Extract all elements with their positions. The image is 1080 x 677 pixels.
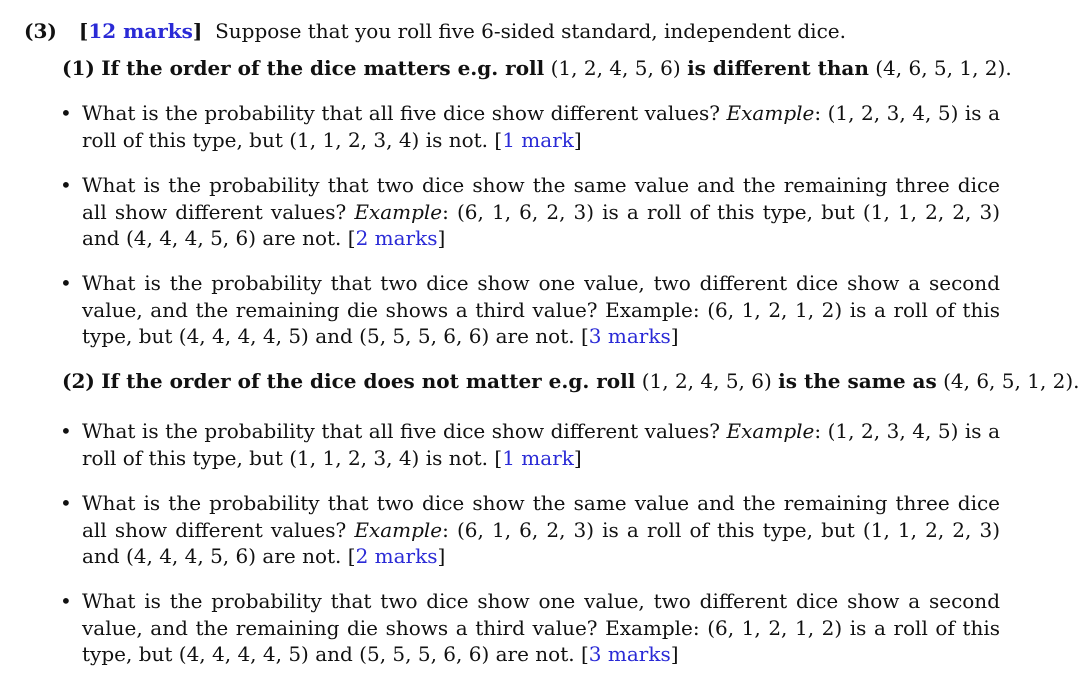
- item-text-a: What is the probability that two dice show the same value and the remaining three dice all show different values?: [82, 173, 1000, 224]
- item-mark: [2 marks]: [347, 226, 446, 250]
- item-mark: [1 mark]: [494, 445, 582, 470]
- item-mark-text: 2 marks: [355, 226, 438, 250]
- list-item: [60, 418, 1000, 471]
- section-label: (1): [62, 56, 95, 80]
- section-heading-2: [62, 368, 1080, 394]
- section-label: (2): [62, 369, 95, 393]
- item-text-a: What is the probability that two dice show the same value and the remaining three dice all show different values?: [82, 491, 1000, 542]
- section-roll-b: (4, 6, 5, 1, 2).: [943, 369, 1080, 393]
- section-roll-a: (1, 2, 4, 5, 6): [641, 369, 772, 393]
- item-text-b: : (1, 2, 3, 4, 5) is a roll of this type, but (1, 1, 2, 3, 4) is not.: [82, 419, 1001, 470]
- list-item: [60, 588, 1000, 668]
- section-heading-1: [62, 55, 1012, 81]
- section-heading-text-b: is different than: [687, 56, 869, 80]
- item-mark-text: 3 marks: [588, 642, 671, 666]
- section-heading-text-a: If the order of the dice does not matter e.g. roll: [101, 369, 636, 393]
- bullet-dot-icon: •: [60, 491, 72, 515]
- item-text-a: What is the probability that all five dice show different values?: [82, 101, 721, 125]
- item-example-label: Example: [726, 419, 815, 443]
- bullet-dot-icon: •: [60, 589, 72, 613]
- item-text-b: : (1, 2, 3, 4, 5) is a roll of this type, but (1, 1, 2, 3, 4) is not.: [82, 101, 1001, 152]
- item-mark: [2 marks]: [347, 544, 446, 568]
- section-roll-a: (1, 2, 4, 5, 6): [550, 56, 681, 80]
- question-marks: 12 marks: [88, 19, 193, 43]
- list-item: [60, 172, 1000, 252]
- question-marks-open: [: [78, 19, 89, 43]
- item-text-a: What is the probability that two dice show one value, two different dice show a second value, and the remaining die shows a third value? Example: (6, 1, 2, 1, 2) is a roll of this type, but (4, 4, 4, 4, 5) and (5, 5, 5, 6, 6) are not.: [82, 271, 1000, 348]
- item-text-a: What is the probability that two dice show one value, two different dice show a second value, and the remaining die shows a third value? Example: (6, 1, 2, 1, 2) is a roll of this type, but (4, 4, 4, 4, 5) and (5, 5, 5, 6, 6) are not.: [82, 589, 1000, 666]
- question-marks-close: ]: [192, 19, 203, 43]
- bullet-dot-icon: •: [60, 419, 72, 443]
- item-example-label: Example: [354, 517, 443, 542]
- item-example-label: Example: [354, 199, 443, 224]
- item-text-b: : (6, 1, 6, 2, 3) is a roll of this type, but (1, 1, 2, 2, 3) and (4, 4, 4, 5, 6) are not.: [82, 517, 1000, 568]
- section-heading-text-a: If the order of the dice matters e.g. roll: [101, 56, 545, 80]
- item-mark-text: 3 marks: [588, 324, 671, 348]
- item-mark: [1 mark]: [494, 127, 582, 152]
- item-example-label: Example: [726, 101, 815, 125]
- list-item: [60, 490, 1000, 570]
- bullet-dot-icon: •: [60, 173, 72, 197]
- section-roll-b: (4, 6, 5, 1, 2).: [875, 56, 1012, 80]
- item-mark-text: 1 mark: [502, 127, 574, 152]
- bullet-dot-icon: •: [60, 101, 72, 125]
- item-text-b: : (6, 1, 6, 2, 3) is a roll of this type, but (1, 1, 2, 2, 3) and (4, 4, 4, 5, 6) are not.: [82, 199, 1000, 250]
- bullet-dot-icon: •: [60, 271, 72, 295]
- list-item: [60, 270, 1000, 350]
- section-heading-text-b: is the same as: [778, 369, 937, 393]
- item-mark-text: 2 marks: [355, 544, 438, 568]
- question-number: (3): [24, 19, 57, 43]
- item-mark-text: 1 mark: [502, 445, 574, 470]
- list-item: [60, 100, 1000, 153]
- question-header: [24, 18, 846, 44]
- item-text-a: What is the probability that all five dice show different values?: [82, 419, 721, 443]
- item-mark: [3 marks]: [580, 324, 679, 348]
- item-mark: [3 marks]: [580, 642, 679, 666]
- question-intro: Suppose that you roll five 6-sided standard, independent dice.: [215, 19, 846, 43]
